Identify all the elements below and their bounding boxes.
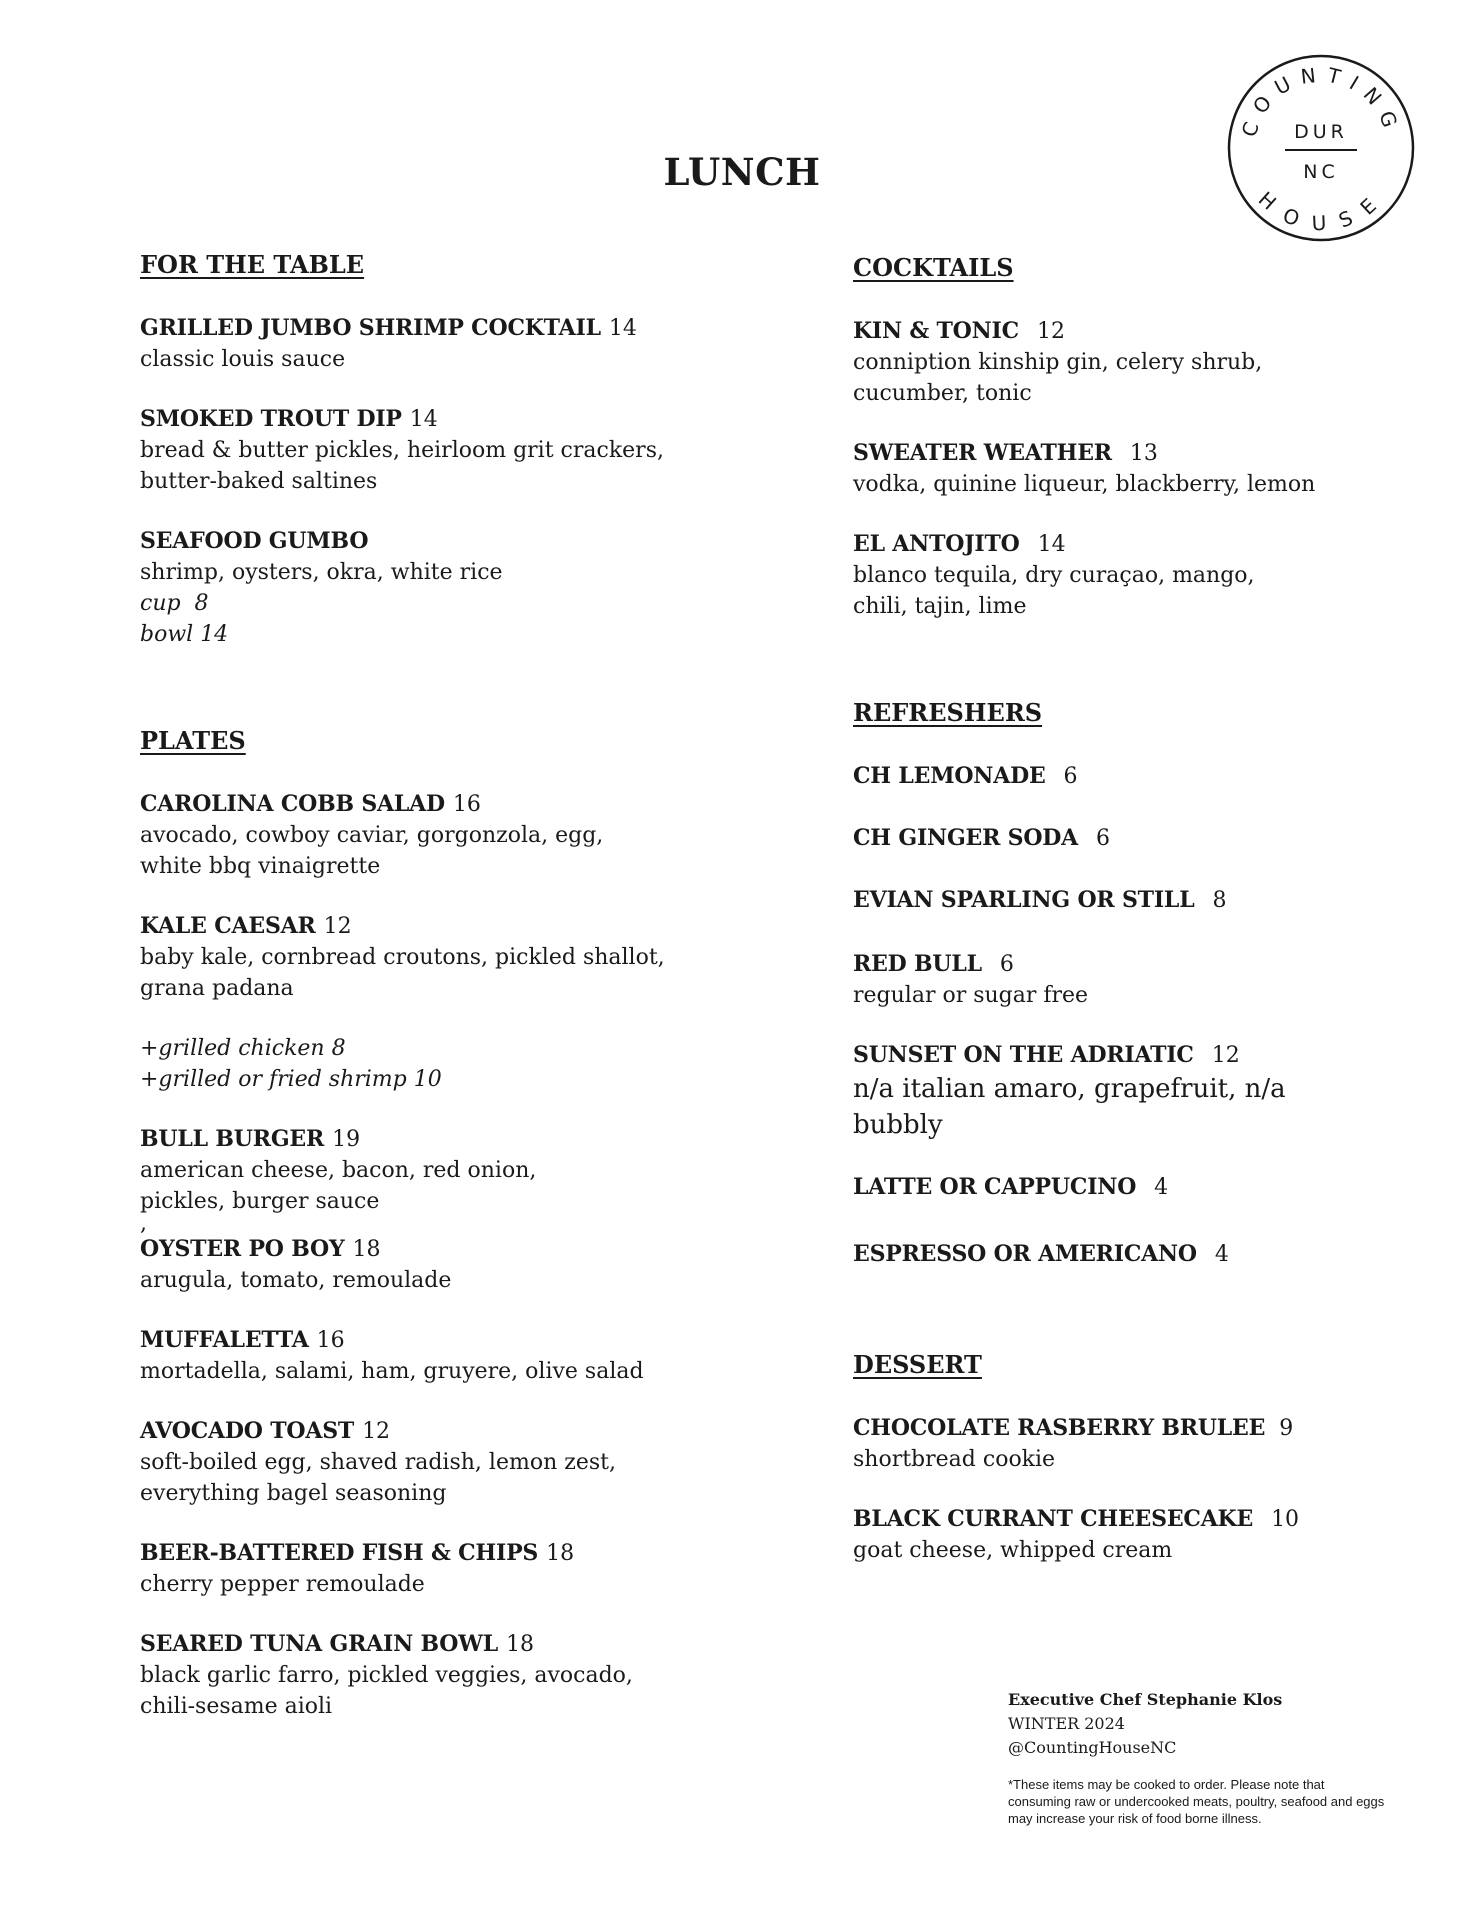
item-desc: soft-boiled egg, shaved radish, lemon zest,: [140, 1450, 616, 1475]
item-name: CHOCOLATE RASBERRY BRULEE: [853, 1415, 1266, 1441]
item-desc: baby kale, cornbread croutons, pickled shallot,: [140, 945, 665, 970]
social-handle: @CountingHouseNC: [1008, 1738, 1177, 1757]
item-desc: blanco tequila, dry curaçao, mango,: [853, 563, 1255, 588]
item-price: 12: [323, 914, 352, 939]
item-price: 16: [316, 1328, 345, 1353]
item-desc: butter-baked saltines: [140, 469, 378, 494]
left-column: [140, 250, 740, 1722]
addon-option: +grilled chicken 8: [140, 1036, 346, 1061]
item-price: 12: [362, 1419, 391, 1444]
item-desc: chili-sesame aioli: [140, 1694, 333, 1719]
menu-item-fish-and-chips: [140, 1538, 740, 1600]
item-desc: everything bagel seasoning: [140, 1481, 447, 1506]
item-name: SEAFOOD GUMBO: [140, 528, 369, 554]
item-price: 6: [999, 952, 1014, 977]
item-name: KIN & TONIC: [853, 318, 1019, 344]
section-title-for-the-table: FOR THE TABLE: [140, 250, 365, 279]
item-desc: bubbly: [853, 1110, 943, 1140]
item-price: 9: [1279, 1416, 1294, 1441]
item-name: SWEATER WEATHER: [853, 440, 1112, 466]
item-name: MUFFALETTA: [140, 1327, 309, 1353]
menu-item-evian: [853, 885, 1373, 916]
item-price: 12: [1036, 319, 1065, 344]
item-desc: n/a italian amaro, grapefruit, n/a: [853, 1074, 1286, 1104]
menu-item-espresso: [853, 1239, 1373, 1270]
item-name: BULL BURGER: [140, 1126, 325, 1152]
item-price: 4: [1214, 1242, 1229, 1267]
counting-house-logo: [1225, 52, 1417, 244]
item-desc: chili, tajin, lime: [853, 594, 1027, 619]
menu-item-avocado-toast: [140, 1416, 740, 1509]
menu-item-cobb-salad: [140, 789, 740, 882]
item-name: CH GINGER SODA: [853, 825, 1079, 851]
executive-chef: Executive Chef Stephanie Klos: [1008, 1690, 1283, 1709]
menu-item-latte: [853, 1172, 1373, 1203]
item-name: ESPRESSO OR AMERICANO: [853, 1241, 1197, 1267]
item-price: 16: [452, 792, 481, 817]
item-name: AVOCADO TOAST: [140, 1418, 355, 1444]
section-title-dessert: DESSERT: [853, 1350, 982, 1379]
item-desc: shrimp, oysters, okra, white rice: [140, 560, 503, 585]
item-name: CAROLINA COBB SALAD: [140, 791, 445, 817]
item-desc: conniption kinship gin, celery shrub,: [853, 350, 1263, 375]
item-name: BLACK CURRANT CHEESECAKE: [853, 1506, 1254, 1532]
menu-footer: [1008, 1688, 1388, 1827]
menu-item-tuna-grain-bowl: [140, 1629, 740, 1722]
item-desc: shortbread cookie: [853, 1447, 1056, 1472]
item-name: SMOKED TROUT DIP: [140, 406, 402, 432]
menu-item-cheesecake: [853, 1504, 1373, 1566]
item-price: 6: [1096, 826, 1111, 851]
item-price: 18: [506, 1632, 535, 1657]
menu-item-sunset-adriatic: [853, 1040, 1373, 1143]
item-price: 14: [1037, 532, 1066, 557]
menu-item-kale-caesar: [140, 911, 740, 1004]
item-desc: cherry pepper remoulade: [140, 1572, 425, 1597]
season-label: WINTER 2024: [1008, 1714, 1125, 1733]
item-desc: goat cheese, whipped cream: [853, 1538, 1173, 1563]
item-desc: grana padana: [140, 976, 294, 1001]
item-price: 19: [332, 1127, 361, 1152]
menu-item-el-antojito: [853, 529, 1373, 622]
menu-item-oyster-po-boy: [140, 1234, 740, 1296]
addons: [140, 1033, 740, 1095]
item-name: EL ANTOJITO: [853, 531, 1020, 557]
item-price: 18: [546, 1541, 575, 1566]
item-name: SEARED TUNA GRAIN BOWL: [140, 1631, 499, 1657]
section-title-cocktails: COCKTAILS: [853, 253, 1014, 282]
menu-item-red-bull: [853, 949, 1373, 1011]
size-option: bowl 14: [140, 622, 229, 647]
logo-middle-top: DUR: [1294, 121, 1348, 143]
item-price: 14: [608, 316, 637, 341]
menu-item-ch-ginger-soda: [853, 823, 1373, 854]
item-desc: vodka, quinine liqueur, blackberry, lemon: [853, 472, 1316, 497]
item-name: CH LEMONADE: [853, 763, 1046, 789]
menu-item-ch-lemonade: [853, 761, 1373, 792]
item-desc: white bbq vinaigrette: [140, 854, 381, 879]
menu-item-trout-dip: [140, 404, 740, 497]
food-safety-disclaimer: *These items may be cooked to order. Please note that consuming raw or undercooked meats, poultry, seafood and eggs may increase your risk of food borne illness.: [1008, 1777, 1385, 1826]
section-title-plates: PLATES: [140, 726, 246, 755]
item-name: OYSTER PO BOY: [140, 1236, 345, 1262]
menu-item-shrimp-cocktail: [140, 313, 740, 375]
item-desc: avocado, cowboy caviar, gorgonzola, egg,: [140, 823, 604, 848]
item-desc: regular or sugar free: [853, 983, 1089, 1008]
menu-item-sweater-weather: [853, 438, 1373, 500]
right-column: [853, 253, 1373, 1566]
section-title-refreshers: REFRESHERS: [853, 698, 1043, 727]
item-name: BEER-BATTERED FISH & CHIPS: [140, 1540, 539, 1566]
item-desc: classic louis sauce: [140, 347, 346, 372]
item-name: LATTE OR CAPPUCINO: [853, 1174, 1137, 1200]
item-name: KALE CAESAR: [140, 913, 316, 939]
logo-middle-bottom: NC: [1303, 161, 1339, 183]
item-desc: black garlic farro, pickled veggies, avocado,: [140, 1663, 633, 1688]
item-desc: american cheese, bacon, red onion,: [140, 1158, 537, 1183]
addon-option: +grilled or fried shrimp 10: [140, 1067, 442, 1092]
item-price: 12: [1211, 1043, 1240, 1068]
item-name: GRILLED JUMBO SHRIMP COCKTAIL: [140, 315, 601, 341]
item-price: 8: [1212, 888, 1227, 913]
logo-bottom-text: HOUSE: [1253, 186, 1389, 236]
item-desc: arugula, tomato, remoulade: [140, 1268, 452, 1293]
menu-item-seafood-gumbo: [140, 526, 740, 650]
item-name: EVIAN SPARLING OR STILL: [853, 887, 1195, 913]
item-name: SUNSET ON THE ADRIATIC: [853, 1042, 1194, 1068]
item-price: 6: [1063, 764, 1078, 789]
item-price: 10: [1271, 1507, 1300, 1532]
item-desc: mortadella, salami, ham, gruyere, olive salad: [140, 1359, 644, 1384]
item-price: 18: [352, 1237, 381, 1262]
item-price: 14: [409, 407, 438, 432]
menu-item-kin-and-tonic: [853, 316, 1373, 409]
item-desc: bread & butter pickles, heirloom grit crackers,: [140, 438, 664, 463]
logo-top-text: COUNTING: [1236, 62, 1406, 140]
item-desc: pickles, burger sauce: [140, 1189, 380, 1214]
stray-comma: ,: [140, 1211, 147, 1236]
menu-item-bull-burger: [140, 1124, 740, 1236]
menu-item-chocolate-brulee: [853, 1413, 1373, 1475]
item-name: RED BULL: [853, 951, 982, 977]
menu-item-muffaletta: [140, 1325, 740, 1387]
item-desc: cucumber, tonic: [853, 381, 1032, 406]
page-title: LUNCH: [663, 150, 821, 194]
item-price: 13: [1129, 441, 1158, 466]
size-option: cup 8: [140, 591, 209, 616]
item-price: 4: [1154, 1175, 1169, 1200]
